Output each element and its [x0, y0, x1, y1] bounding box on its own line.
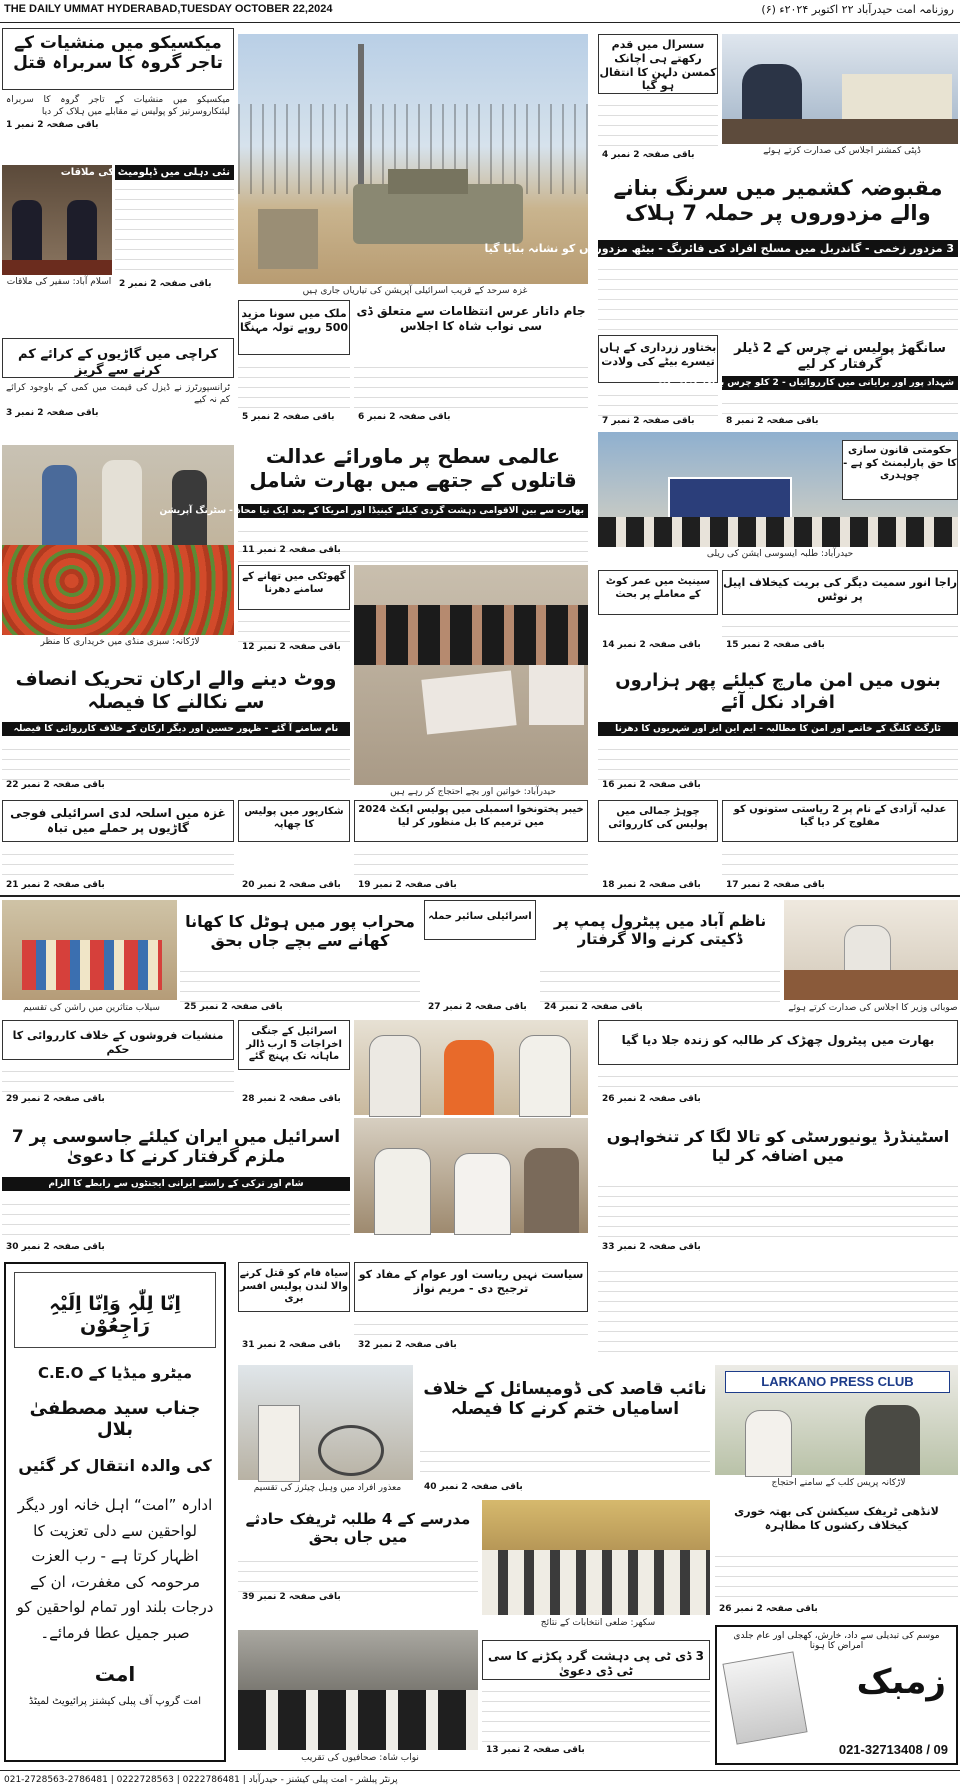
press-photo	[238, 1630, 478, 1750]
sit-in-body	[238, 612, 350, 642]
headline: اسرائیل میں ایران کیلئے جاسوسی پر 7 ملزم گرفتار کرنے کا دعویٰ	[11, 1127, 341, 1168]
narcotics-body	[2, 1062, 234, 1092]
story-pir-jo-goth	[715, 1500, 958, 1545]
story-mexico-body	[2, 92, 234, 162]
story-shikarpur	[238, 800, 350, 842]
headline: سیاست نہیں ریاست اور عوام کے مفاد کو ترجیح دی - مریم نواز	[358, 1268, 584, 1295]
expenses-continuation: باقی صفحہ 2 نمبر 28	[242, 1094, 341, 1104]
masthead	[0, 0, 960, 23]
larkano-banner: LARKANO PRESS CLUB	[725, 1371, 950, 1393]
story-kashmir	[598, 168, 958, 238]
story-nazimabad	[540, 900, 780, 960]
gold-continuation: باقی صفحہ 2 نمبر 5	[242, 412, 335, 422]
chuhar-continuation: باقی صفحہ 2 نمبر 18	[602, 880, 701, 890]
story-judiciary	[722, 800, 958, 842]
global-killers-body	[238, 522, 588, 562]
headline: خیبر پختونخوا اسمبلی میں پولیس ایکٹ 2024 میں ترمیم کا بل منظور کر لیا	[358, 804, 584, 828]
headline: غزہ میں اسلحہ لدی اسرائیلی فوجی گاڑیوں پر حملے میں تباہ	[10, 806, 226, 835]
body-text: ٹرانسپورٹرز نے ڈیزل کی قیمت میں کمی کے باوجود کرائے کم نہ کیے	[6, 383, 230, 406]
rally-photo	[354, 1118, 588, 1233]
headline: گھوٹکی میں تھانے کے سامنے دھرنا	[242, 571, 346, 595]
teachers-body	[598, 1177, 958, 1237]
judiciary-body	[722, 845, 958, 880]
story-chuhar	[598, 800, 718, 842]
obituary-footer: امت گروپ آف پبلی کیشنز پرائیویٹ لمیٹڈ	[28, 1696, 202, 1707]
global-killers-bar: بھارت سے بین الاقوامی دہشت گردی کیلئے کینیڈا اور امریکا کے بعد ایک نیا محاذ - سٹرنگ آپریشن	[238, 504, 588, 518]
story-petrol-india	[598, 1020, 958, 1065]
bannu-continuation: باقی صفحہ 2 نمبر 16	[602, 780, 701, 790]
headline: ناظم آباد میں پیٹرول پمپ پر ڈکیتی کرنے والا گرفتار	[553, 912, 767, 948]
politics-continuation: باقی صفحہ 2 نمبر 32	[358, 1340, 457, 1350]
bannu-body	[598, 740, 958, 780]
story-sayaam	[238, 1262, 350, 1312]
nazimabad-continuation: باقی صفحہ 2 نمبر 24	[544, 1002, 643, 1012]
pti-bar: نام سامنے آ گئے - ظہور حسین اور دیگر ارکان کے خلاف کارروائی کا فیصلہ	[2, 722, 350, 736]
headline: بختاور زرداری کے ہاں تیسرے بیٹے کی ولادت	[599, 341, 717, 368]
headline: بھارت میں پیٹرول چھڑک کر طالبہ کو زندہ جلا دیا گیا	[621, 1033, 935, 1047]
zambak-phone: 021-32713408 / 09	[838, 1742, 948, 1757]
sit-in-continuation: باقی صفحہ 2 نمبر 12	[242, 642, 341, 652]
continuation: باقی صفحہ 2 نمبر 1	[6, 120, 99, 131]
story-traffic-deaths	[238, 1500, 478, 1550]
story-mexico	[2, 28, 234, 90]
headline: لانڈھی ٹریفک سیکشن کی بھتہ خوری کیخلاف رکشوں کا مظاہرہ	[734, 1505, 939, 1532]
masthead-english: THE DAILY UMMAT HYDERABAD,TUESDAY OCTOBER 22,2024	[4, 3, 333, 15]
protest-photo	[354, 565, 588, 785]
bar: نئی دہلی میں ڈپلومیٹ کی ملاقات	[115, 165, 234, 180]
vegetables-photo	[2, 445, 234, 635]
body-lines	[598, 96, 718, 150]
iran-spy-body	[2, 1195, 350, 1240]
shikarpur-continuation: باقی صفحہ 2 نمبر 20	[242, 880, 341, 890]
darbar-continuation: باقی صفحہ 2 نمبر 6	[358, 412, 451, 422]
ration-caption: سیلاب متاثرین میں راشن کی تقسیم	[23, 1003, 160, 1013]
iran-spy-continuation: باقی صفحہ 2 نمبر 30	[6, 1242, 105, 1252]
headline: مقبوضہ کشمیر میں سرنگ بنانے والے مزدوروں پر حملہ 7 ہلاک	[613, 176, 943, 226]
sanghar-body	[722, 394, 958, 414]
story-pti	[2, 658, 350, 720]
headline: مدرسے کے 4 طلبہ ٹریفک حادثے میں جاں بحق	[245, 1510, 471, 1546]
obituary-line2: جناب سید مصطفیٰ بلال	[29, 1398, 201, 1440]
students-caption: حیدرآباد: طلبہ ایسوسی ایشن کی ریلی	[706, 549, 854, 559]
zambak-pack-icon	[722, 1651, 807, 1744]
minister-photo	[784, 900, 958, 1000]
border-photo-caption: غزہ سرحد کے قریب اسرائیلی آپریشن کی تیاریاں جاری ہیں	[302, 286, 528, 296]
meeting-caption: ڈپٹی کمشنر اجلاس کی صدارت کرتے ہوئے	[763, 146, 921, 156]
story-vehicles	[2, 338, 234, 378]
headline: بنوں میں امن مارچ کیلئے پھر ہزاروں افراد نکل آئے	[615, 670, 941, 713]
israel-cyber-continuation: باقی صفحہ 2 نمبر 27	[428, 1002, 527, 1012]
continuation: باقی صفحہ 2 نمبر 4	[602, 150, 695, 160]
story-senate	[598, 570, 718, 615]
misc-briefs	[598, 1262, 958, 1352]
footer-text: 021-2728563-2786481 | 0222728563 | 0222786481 | پرنٹر پبلشر - امت پبلی کیشنز - حیدرآباد	[4, 1775, 398, 1785]
press-caption: نواب شاہ: صحافیوں کی تقریب	[301, 1753, 419, 1763]
vegetables-caption: لاڑکانہ: سبزی منڈی میں خریداری کا منظر	[40, 637, 200, 647]
pti-body	[2, 740, 350, 780]
headline: ووٹ دینے والے ارکان تحریک انصاف سے نکالنے کا فیصلہ	[15, 668, 337, 713]
petrol-india-body	[598, 1067, 958, 1092]
zambak-sub: موسم کی تبدیلی سے داد، خارش، کھجلی اور عام جلدی امراض کا ہونا	[733, 1631, 940, 1651]
darbar-body	[354, 358, 588, 413]
narcotics-continuation: باقی صفحہ 2 نمبر 29	[6, 1094, 105, 1104]
global-killers-continuation: باقی صفحہ 2 نمبر 11	[242, 545, 341, 555]
headline: کراچی میں گاڑیوں کے کرائے کم کرنے سے گریز	[18, 347, 218, 379]
obituary-sign: امت	[94, 1662, 136, 1686]
page-footer	[0, 1770, 960, 1791]
story-sanghar	[722, 335, 958, 375]
headline: سینیٹ میں عمر کوٹ کے معاملے پر بحث	[605, 576, 711, 600]
story-teachers	[598, 1115, 958, 1175]
bilawal-continuation: باقی صفحہ 2 نمبر 7	[602, 416, 695, 426]
story-iran-spy	[2, 1115, 350, 1175]
gold-body	[238, 358, 350, 413]
headline: شکارپور میں پولیس کا چھاپہ	[244, 806, 344, 830]
body-text: میکسیکو میں منشیات کے تاجر گروہ کا سربراہ لیئنکاروسرتیز کو پولیس نے مقابلے میں ہلاک کر دیا	[6, 95, 230, 118]
story-sit-in	[238, 565, 350, 610]
traffic-deaths-body	[238, 1552, 478, 1592]
minister-caption: صوبائی وزیر کا اجلاس کی صدارت کرتے ہوئے	[788, 1003, 958, 1013]
masthead-urdu: روزنامہ امت حیدرآباد ۲۲ اکتوبر ۲۰۲۴ء (۶)	[761, 3, 954, 16]
story-kp-police	[354, 800, 588, 842]
headline: اسٹینڈرڈ یونیورسٹی کو تالا لگا کر تنخواہوں میں اضافہ کر لیا	[606, 1127, 950, 1166]
zambak-ad	[715, 1625, 958, 1765]
bannu-bar: ٹارگٹ کلنگ کے خاتمے اور امن کا مطالبہ - ایم این ایز اور شہریوں کا دھرنا	[598, 722, 958, 736]
dhl-body	[482, 1682, 710, 1742]
story-sasural	[598, 34, 718, 94]
pir-jo-goth-continuation: باقی صفحہ 2 نمبر 26	[719, 1604, 818, 1614]
story-gaza	[2, 800, 234, 842]
mehrabpur-body	[180, 962, 420, 1002]
obituary-ad	[4, 1262, 226, 1762]
obituary-line3: کی والدہ انتقال کر گئیں	[18, 1456, 212, 1475]
politics-body	[354, 1315, 588, 1340]
nazimabad-body	[540, 962, 780, 1002]
obituary-title: اِنّا لِلّٰہِ وَاِنّا اِلَیْہِ رَاجِعُوْن	[14, 1272, 216, 1348]
raja-continuation: باقی صفحہ 2 نمبر 15	[726, 640, 825, 650]
continuation: باقی صفحہ 2 نمبر 2	[119, 279, 212, 289]
dhl-continuation: باقی صفحہ 2 نمبر 13	[486, 1745, 585, 1755]
section-rule	[0, 895, 960, 897]
story-bannu	[598, 660, 958, 720]
meeting-photo	[722, 34, 958, 144]
body-lines	[115, 180, 234, 279]
story-raja	[722, 570, 958, 615]
headline: نائب قاصد کی ڈومیسائل کے خلاف اسامیاں ختم کرنے کا فیصلہ	[423, 1379, 707, 1420]
headline: محراب پور میں ہوٹل کا کھانا کھانے سے بچے جاں بحق	[185, 912, 415, 951]
story-mehrabpur	[180, 900, 420, 960]
sanghar-bar: شہداد پور اور برایانی میں کارروائیاں - 2 کلو چرس برآمد کرلی گئی	[722, 376, 958, 390]
petrol-india-continuation: باقی صفحہ 2 نمبر 26	[602, 1094, 701, 1104]
obituary-line1: میٹرو میڈیا کے C.E.O	[37, 1364, 193, 1382]
sanghar-continuation: باقی صفحہ 2 نمبر 8	[726, 416, 819, 426]
pti-continuation: باقی صفحہ 2 نمبر 22	[6, 780, 105, 790]
bilawal-body	[598, 386, 718, 416]
judiciary-continuation: باقی صفحہ 2 نمبر 17	[726, 880, 825, 890]
headline: اسرائیلی سائبر حملہ	[428, 911, 532, 922]
politicians-photo	[354, 1020, 588, 1115]
sukkur-photo	[482, 1500, 710, 1615]
story-sasural-body	[598, 96, 718, 166]
naib-qasid-continuation: باقی صفحہ 2 نمبر 40	[424, 1482, 523, 1492]
headline: عالمی سطح پر ماورائے عدالت قاتلوں کے جتھے میں بھارت شامل	[249, 444, 577, 492]
story-dhl	[482, 1640, 710, 1680]
kp-police-continuation: باقی صفحہ 2 نمبر 19	[358, 880, 457, 890]
naib-qasid-body	[420, 1442, 710, 1480]
senate-continuation: باقی صفحہ 2 نمبر 14	[602, 640, 701, 650]
traffic-deaths-continuation: باقی صفحہ 2 نمبر 39	[242, 1592, 341, 1602]
story-darbar	[354, 300, 588, 355]
sukkur-caption: سکھر: ضلعی انتخابات کے نتائج	[540, 1618, 656, 1628]
mehrabpur-continuation: باقی صفحہ 2 نمبر 25	[184, 1002, 283, 1012]
teachers-continuation: باقی صفحہ 2 نمبر 33	[602, 1242, 701, 1252]
ration-photo	[2, 900, 177, 1000]
story-politics	[354, 1262, 588, 1312]
story-naib-qasid	[420, 1365, 710, 1440]
headline: منشیات فروشوں کے خلاف کارروائی کا حکم	[12, 1029, 224, 1056]
headline: حکومتی قانون سازی کا حق پارلیمنٹ کو ہے - چوہدری	[843, 445, 957, 481]
gaza-body	[2, 845, 234, 880]
story-govt-law	[842, 440, 958, 500]
headline: سسرال میں قدم رکھتے ہی اچانک کمسن دلہن کا انتقال ہو گیا	[599, 38, 717, 93]
zambak-brand: زمبک	[856, 1662, 946, 1702]
kp-police-body	[354, 845, 588, 880]
larkano-caption: لاڑکانہ پریس کلب کے سامنے احتجاج	[771, 1478, 906, 1488]
headline: عدلیہ آزادی کے نام پر 2 ریاستی ستونوں کو مفلوج کر دیا گیا	[733, 804, 947, 828]
disabled-caption: معذور افراد میں وہیل چیئرز کی تقسیم	[253, 1483, 402, 1493]
ambassador-photo	[2, 165, 112, 275]
headline: میکسیکو میں منشیات کے تاجر گروہ کا سربراہ قتل	[13, 33, 223, 74]
story-expenses	[238, 1020, 350, 1070]
headline: ملک میں سونا مزید 500 روپے تولہ مہنگا	[239, 307, 349, 334]
headline: اسرائیل کے جنگی اخراجات 5 ارب ڈالر ماہانہ تک پہنچ گئے	[246, 1026, 342, 1062]
story-israel-cyber	[424, 900, 536, 940]
continuation: باقی صفحہ 2 نمبر 3	[6, 408, 99, 419]
ambassador-caption: اسلام آباد: سفیر کی ملاقات	[6, 277, 112, 287]
story-vehicles-body	[2, 380, 234, 440]
protest-caption: حیدرآباد: خواتین اور بچے احتجاج کر رہے ہیں	[390, 787, 556, 797]
iran-spy-bar: شام اور ترکی کے راستے ایرانی ایجنٹوں سے رابطے کا الزام	[2, 1177, 350, 1191]
pir-jo-goth-body	[715, 1547, 958, 1602]
headline: جام داتار عرس انتظامات سے متعلق ڈی سی نواب شاہ کا اجلاس	[356, 304, 586, 333]
gaza-continuation: باقی صفحہ 2 نمبر 21	[6, 880, 105, 890]
story-bilawal	[598, 335, 718, 383]
obituary-line4: ادارہ ”امت“ اہل خانہ اور دیگر لواحقین سے دلی تعزیت کا اظہار کرتا ہے - رب العزت مرحومہ کی مغفرت، ان کے درجات بلند اور تمام لواحقین کو صبر جمیل عطا فرمائے۔	[16, 1496, 214, 1642]
headline: سانگھڑ پولیس نے چرس کے 2 ڈیلر گرفتار کر لیے	[734, 341, 946, 373]
raja-body	[722, 617, 958, 637]
story-narcotics	[2, 1020, 234, 1060]
story-gold	[238, 300, 350, 355]
story-global-killers	[238, 432, 588, 502]
larkano-photo	[715, 1365, 958, 1475]
headline: سیاہ فام کو قتل کرنے والا لندن پولیس افسر بری	[239, 1268, 349, 1304]
kashmir-bar: 3 مزدور زخمی - گاندربل میں مسلح افراد کی فائرنگ - بیٹھ مزدوروں کو نشانہ بنایا گیا	[598, 240, 958, 257]
disabled-photo	[238, 1365, 413, 1480]
headline: راجا انور سمیت دیگر کی بریت کیخلاف اپیل پر نوٹس	[723, 576, 957, 603]
sayaam-continuation: باقی صفحہ 2 نمبر 31	[242, 1340, 341, 1350]
story-ambassador	[60, 165, 234, 300]
headline: 3 ڈی ٹی پی دہشت گرد پکڑنے کا سی ٹی ڈی دعویٰ	[487, 1649, 705, 1678]
headline: چوہڑ جمالی میں پولیس کی کارروائی	[608, 806, 708, 830]
kashmir-body	[598, 260, 958, 330]
